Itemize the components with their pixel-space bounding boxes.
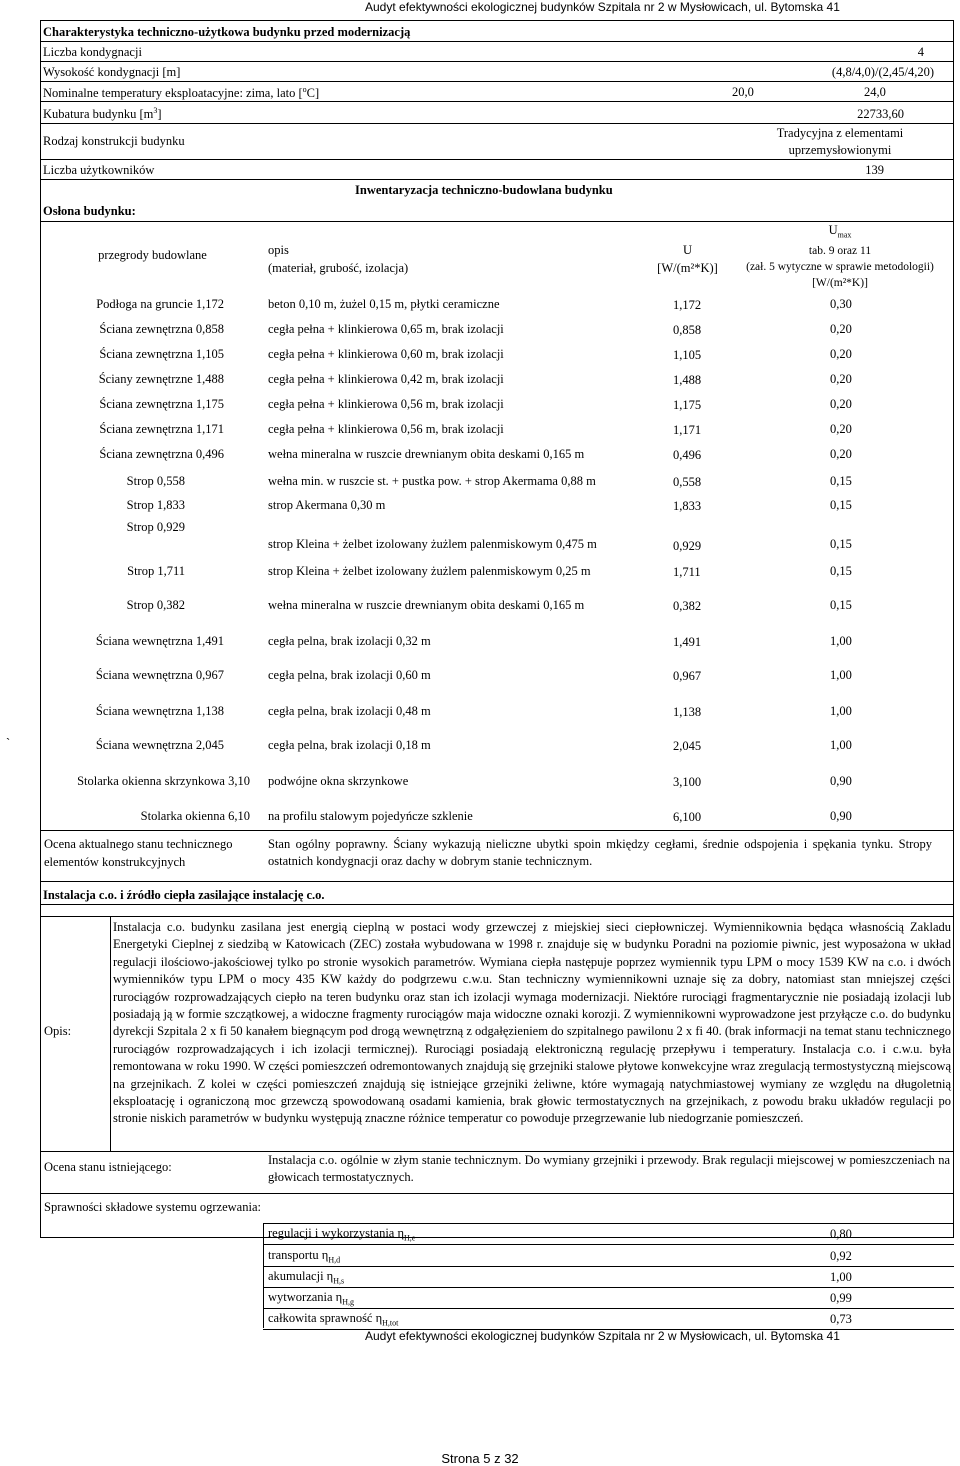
char-value-summer: 24,0 [864, 85, 886, 99]
barrier-u: 1,833 [673, 499, 702, 513]
char-label: Kubatura budynku $[m^3]$ [43, 106, 162, 122]
barrier-umax: 0,20 [830, 447, 852, 461]
efficiency-divider [263, 1223, 264, 1328]
barrier-desc: cegła pelna, brak izolacji 0,18 m [268, 738, 431, 752]
barrier-desc: wełna min. w ruszcie st. + pustka pow. + strop Akermama 0,88 m [268, 474, 596, 488]
barrier-name: Ściana zewnętrzna 1,171 [99, 422, 224, 436]
barrier-umax: 1,00 [830, 738, 852, 752]
barrier-umax: 1,00 [830, 704, 852, 718]
barrier-desc: wełna mineralna w ruszcie drewnianym obita deskami 0,165 m [268, 598, 585, 612]
efficiency-value: 0,80 [830, 1227, 852, 1241]
efficiency-value: 0,92 [830, 1249, 852, 1263]
barrier-u: 1,172 [673, 298, 702, 312]
assessment-label: Ocena aktualnego stanu technicznego elementów konstrukcyjnych [44, 837, 233, 869]
barrier-umax: 0,15 [830, 474, 852, 488]
col-header-barrier: przegrody budowlane [98, 248, 207, 262]
barrier-umax: 0,15 [830, 598, 852, 612]
eff-label: Sprawności składowe systemu ogrzewania: [44, 1200, 261, 1214]
barrier-u: 1,171 [673, 423, 702, 437]
barrier-desc: strop Akermana 0,30 m [268, 498, 386, 512]
barrier-name: Ściana zewnętrzna 0,858 [99, 322, 224, 336]
efficiency-value: 0,99 [830, 1291, 852, 1305]
barrier-desc: strop Kleina + żelbet izolowany żużlem palenmiskowym 0,475 m [268, 537, 597, 551]
barrier-name: Strop 0,382 [126, 598, 185, 612]
heating-title: Instalacja c.o. i źródło ciepła zasilające instalację c.o. [40, 881, 954, 905]
char-value: (4,8/4,0)/(2,45/4,20) [831, 65, 934, 79]
efficiency-value: 0,73 [830, 1312, 852, 1326]
state-label: Ocena stanu istniejącego: [44, 1160, 172, 1174]
barrier-name: Ściana wewnętrzna 1,138 [95, 704, 224, 718]
barrier-u: 1,491 [673, 635, 702, 649]
barrier-desc: wełna mineralna w ruszcie drewnianym obita deskami 0,165 m [268, 447, 585, 461]
char-label: Liczba użytkowników [43, 163, 155, 177]
barrier-u: 6,100 [673, 810, 702, 824]
char-value: 139 [865, 163, 884, 177]
col-header-umax: $U_{max}$ tab. 9 oraz 11 (zał. 5 wytyczne w sprawie metodologii) [W/(m²*K)] [746, 223, 934, 290]
barrier-umax: 0,20 [830, 322, 852, 336]
barrier-name: Stolarka okienna 6,10 [140, 809, 250, 823]
barrier-name: Ściana wewnętrzna 2,045 [95, 738, 224, 752]
state-text: Instalacja c.o. ogólnie w złym stanie technicznym. Do wymiany grzejniki i przewody. Brak regulacji miejscowej w pomieszczeniach na głowicach termostatycznych. [268, 1153, 950, 1185]
char-value: 22733,60 [857, 107, 904, 121]
opis-divider [110, 916, 111, 1151]
barrier-u: 0,858 [673, 323, 702, 337]
barrier-desc: cegła pełna + klinkierowa 0,65 m, brak izolacji [268, 322, 504, 336]
footer-header: Audyt efektywności ekologicznej budynków Szpitala nr 2 w Mysłowicach, ul. Bytomska 41 [365, 1329, 840, 1343]
barrier-umax: 0,15 [830, 537, 852, 551]
barrier-umax: 0,90 [830, 774, 852, 788]
barrier-desc: beton 0,10 m, żużel 0,15 m, płytki ceramiczne [268, 297, 500, 311]
assessment-top-border [40, 830, 954, 831]
barrier-u: 0,558 [673, 475, 702, 489]
char-row-temps [40, 82, 954, 102]
barrier-u: 0,382 [673, 599, 702, 613]
barrier-desc: cegła pelna, brak izolacji 0,60 m [268, 668, 431, 682]
efficiency-label: wytworzania $\eta_{H,g}$ [268, 1290, 354, 1307]
barrier-umax: 0,20 [830, 422, 852, 436]
efficiency-value: 1,00 [830, 1270, 852, 1284]
barrier-desc: cegła pelna, brak izolacji 0,32 m [268, 634, 431, 648]
barrier-name: Ściana zewnętrzna 0,496 [99, 447, 224, 461]
barrier-desc: cegła pełna + klinkierowa 0,42 m, brak izolacji [268, 372, 504, 386]
barrier-name: Ściana zewnętrzna 1,105 [99, 347, 224, 361]
barrier-desc: cegła pelna, brak izolacji 0,48 m [268, 704, 431, 718]
barrier-name: Ściana wewnętrzna 0,967 [95, 668, 224, 682]
barrier-umax: 1,00 [830, 634, 852, 648]
barrier-umax: 0,15 [830, 564, 852, 578]
barrier-name: Strop 0,558 [126, 474, 185, 488]
stray-mark: ` [6, 736, 11, 750]
efficiency-row-border [263, 1244, 954, 1245]
char-label: Liczba kondygnacji [43, 45, 142, 59]
char-label: Wysokość kondygnacji [m] [43, 65, 181, 79]
efficiency-row-border [263, 1266, 954, 1267]
inventory-section-row [40, 200, 954, 222]
eff-top-border [40, 1193, 954, 1194]
efficiency-label: regulacji i wykorzystania $\eta_{H,e}$ [268, 1226, 416, 1243]
barrier-desc: podwójne okna skrzynkowe [268, 774, 409, 788]
opis-text: Instalacja c.o. budynku zasilana jest energią cieplną w postaci wody grzewczej z miejskiej sieci ciepłowniczej. Wymiennikownia będąca własnością Zakladu Energetyki Cieplnej z siedzibą w Katowicach (ZEC) została wybudowana w 1998 r. znajduje się w budynku Poradni na poziomie piwnic, jest wyposażona w układ regulacji ilościowo-jakościowej tylko po stronie wysokich parametrów. Wymiana ciepła następuje poprzez wymiennik typu LPM o mocy 1539 KW na c.o. i dwóch wymienników typu LPM o mocy 435 KW każdy do podgrzewu c.w.u. Stan techniczny wymiennikowni uznaje się za dobry, natomiast stan mniejszej części rurociągów rozprowadzających ciepło na teren budynku oraz stan ich izolacji wymaga modernizacji. Niektóre rurociągi fragmentarycznie nie posiadają izolacji lub posiadają ją w formie szczątkowej, a widoczne fragmenty rurociągów maja widoczne oznaki korozji. Z wymiennikowni wyprowadzone jest przyłącze c.o. do budynku dyrekcji Szpitala 2 x fi 50 kanałem biegnącym pod drogą wewnętrzną z odgałęzieniem do szpitalnego pawilonu 2 x fi 40. (brak informacji na temat stanu technicznego rurociągów rozprowadzających i ich izolacji termicznej). Rurociągi posiadają elektroniczną regulację przepływu i temperatury. Instalacja c.o. i c.w.u. była remontowana w roku 1990. W części pomieszczeń odremontowanych znajdują się grzejniki stalowe płytowe konwekcyjne wraz zregulacją termostystyczną miejscową na grzejnikach. Z kolei w części pomieszczeń znajdują się istniejące grzejniki żeliwne, które wymagają natychmiastowej wymiany ze względu na długoletnią eksploatację i ograniczoną moc grzewczą spowodowaną osadami kamienia, brak głowic termostatycznych na grzejnikach, z powodu braku układów regulacji po stronie niskich parametrów w budynku występują znaczne różnice temperatur co powoduje przegrzewanie lub niedogrzanie pomieszczeń. [113, 920, 951, 1126]
char-row-floors [40, 42, 954, 62]
efficiency-label: transportu $\eta_{H,d}$ [268, 1248, 341, 1265]
efficiency-label: całkowita sprawność $\eta_{H,tot}$ [268, 1311, 399, 1328]
efficiency-row-border [263, 1308, 954, 1309]
inventory-section-label: Osłona budynku: [43, 204, 136, 218]
barrier-name: Strop 1,711 [127, 564, 185, 578]
barrier-umax: 1,00 [830, 668, 852, 682]
barrier-umax: 0,20 [830, 372, 852, 386]
barrier-u: 1,138 [673, 705, 702, 719]
barrier-u: 1,175 [673, 398, 702, 412]
efficiency-row-border [263, 1287, 954, 1288]
barrier-name: Ściany zewnętrzne 1,488 [98, 372, 224, 386]
barrier-name: Strop 1,833 [126, 498, 185, 512]
char-row-height [40, 62, 954, 82]
char-label: Nominalne temperatury eksploatacyjne: zima, lato [$^o$C] [43, 85, 320, 101]
barrier-umax: 0,15 [830, 498, 852, 512]
char-value: Tradycyjna z elementami uprzemysłowionymi [776, 126, 904, 157]
char-row-volume [40, 102, 954, 124]
barrier-u: 3,100 [673, 775, 702, 789]
barrier-u: 0,929 [673, 539, 702, 553]
efficiency-label: akumulacji $\eta_{H,s}$ [268, 1269, 345, 1286]
barrier-u: 0,967 [673, 669, 702, 683]
page-header: Audyt efektywności ekologicznej budynków Szpitala nr 2 w Mysłowicach, ul. Bytomska 41 [365, 0, 840, 14]
barrier-name: Strop 0,929 [126, 520, 185, 534]
barrier-umax: 0,20 [830, 397, 852, 411]
barrier-u: 1,105 [673, 348, 702, 362]
barrier-name: Ściana zewnętrzna 1,175 [99, 397, 224, 411]
barrier-name: Podłoga na gruncie 1,172 [96, 297, 224, 311]
col-header-u: U [W/(m²*K)] [657, 243, 718, 275]
opis-top-border [40, 916, 954, 917]
barrier-desc: cegła pełna + klinkierowa 0,56 m, brak izolacji [268, 422, 504, 436]
barrier-u: 1,711 [673, 565, 701, 579]
char-title: Charakterystyka techniczno-użytkowa budynku przed modernizacją [40, 20, 954, 42]
barrier-u: 2,045 [673, 739, 702, 753]
barrier-umax: 0,30 [830, 297, 852, 311]
barrier-name: Ściana wewnętrzna 1,491 [95, 634, 224, 648]
char-row-users [40, 160, 954, 180]
barrier-u: 1,488 [673, 373, 702, 387]
page-number: Strona 5 z 32 [441, 1451, 519, 1466]
char-row-construction [40, 124, 954, 160]
char-label: Rodzaj konstrukcji budynku [43, 134, 185, 148]
barrier-umax: 0,20 [830, 347, 852, 361]
col-header-desc: opis (materiał, grubość, izolacja) [268, 243, 409, 275]
barrier-desc: cegła pełna + klinkierowa 0,56 m, brak izolacji [268, 397, 504, 411]
barrier-name: Stolarka okienna skrzynkowa 3,10 [77, 774, 250, 788]
inventory-title: Inwentaryzacja techniczno-budowlana budynku [355, 183, 613, 197]
barrier-desc: strop Kleina + żelbet izolowany żużlem palenmiskowym 0,25 m [268, 564, 591, 578]
char-value-winter: 20,0 [732, 85, 754, 99]
barrier-u: 0,496 [673, 448, 702, 462]
opis-label: Opis: [44, 1024, 72, 1038]
assessment-text: Stan ogólny poprawny. Ściany wykazują nieliczne ubytki spoin mkiędzy cegłami, średnie odspojenia i spękania tynku. Stropy ostatnich kondygnacji oraz dachy w dobrym stanie technicznym. [268, 837, 932, 869]
barrier-umax: 0,90 [830, 809, 852, 823]
char-value: 4 [917, 45, 924, 59]
barrier-desc: na profilu stalowym pojedyńcze szklenie [268, 809, 473, 823]
barrier-desc: cegła pełna + klinkierowa 0,60 m, brak izolacji [268, 347, 504, 361]
